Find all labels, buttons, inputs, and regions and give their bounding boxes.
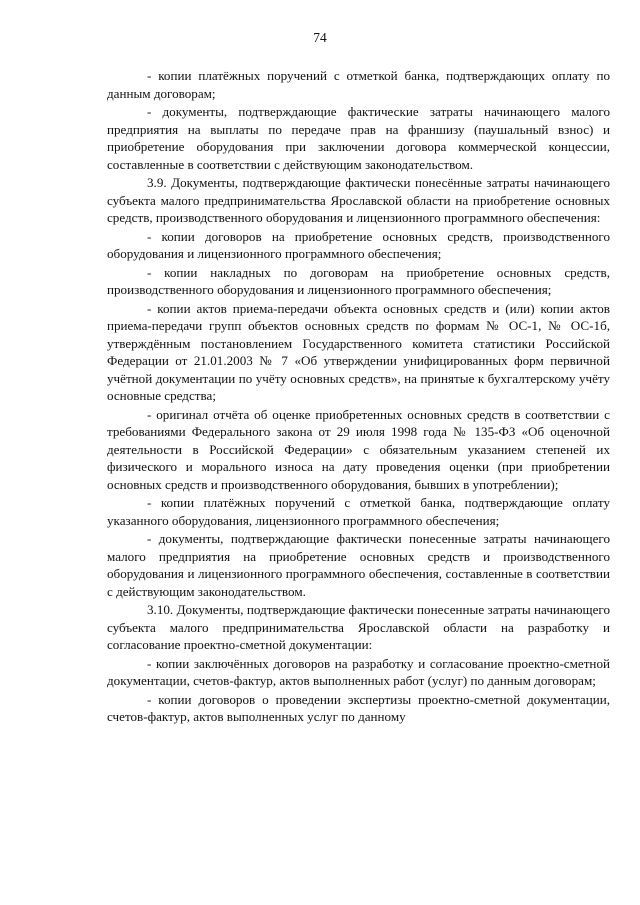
paragraph-expertise-contracts: - копии договоров о проведении экспертизы проектно-сметной документации, счетов-фактур, актов выполненных услуг по данному [107,691,610,724]
paragraph-payment-orders-franchise: - копии платёжных поручений с отметкой банка, подтверждающих оплату по данным договорам; [107,68,610,101]
paragraph-invoices-fixed-assets: - копии накладных по договорам на приобретение основных средств, производственного оборудования и лицензионного программного обеспечения; [107,264,610,297]
paragraph-design-contracts: - копии заключённых договоров на разработку и согласование проектно-сметной документации, счетов-фактур, актов выполненных работ (услуг) по данным договорам; [107,655,610,688]
paragraph-franchise-costs: - документы, подтверждающие фактические затраты начинающего малого предприятия на выплаты по передаче прав на франшизу (паушальный взнос) и приобретение оборудования при заключении договора коммерческой концессии, составленные в соответствии с действующим законодательством. [107,104,610,172]
paragraph-contracts-fixed-assets: - копии договоров на приобретение основных средств, производственного оборудования и лицензионного программного обеспечения; [107,228,610,261]
section-3-9-heading: 3.9. Документы, подтверждающие фактически понесённые затраты начинающего субъекта малого предпринимательства Ярославской области на приобретение основных средств, производственного оборудования и лицензионного программного обеспечения: [107,175,610,225]
paragraph-valuation-report: - оригинал отчёта об оценке приобретенных основных средств в соответствии с требованиями Федерального закона от 29 июля 1998 года № 135-ФЗ «Об оценочной деятельности в Российской Федерации» с обязательным указанием степеней их физического и морального износа на дату проведения оценки (при приобретении основных средств и производственного оборудования, бывших в употреблении); [107,406,610,492]
page-number: 74 [313,30,327,45]
paragraph-actual-costs-documents: - документы, подтверждающие фактически понесенные затраты начинающего малого предприятия на приобретение основных средств и производственного оборудования и лицензионного программного обеспечения, составленные в соответствии с действующим законодательством. [107,531,610,599]
section-3-10-heading: 3.10. Документы, подтверждающие фактически понесенные затраты начинающего субъекта малого предпринимательства Ярославской области на разработку и согласование проектно-сметной документации: [107,602,610,652]
paragraph-payment-orders-equipment: - копии платёжных поручений с отметкой банка, подтверждающие оплату указанного оборудования, лицензионного программного обеспечения; [107,495,610,528]
document-body [107,67,610,726]
paragraph-acceptance-acts: - копии актов приема-передачи объекта основных средств и (или) копии актов приема-передачи групп объектов основных средств по формам № ОС-1, № ОС-1б, утверждённым постановлением Государственного комитета статистики Российской Федерации от 21.01.2003 № 7 «Об утверждении унифицированных форм первичной учётной документации по учёту основных средств», на принятые к бухгалтерскому учёту основные средства; [107,300,610,403]
